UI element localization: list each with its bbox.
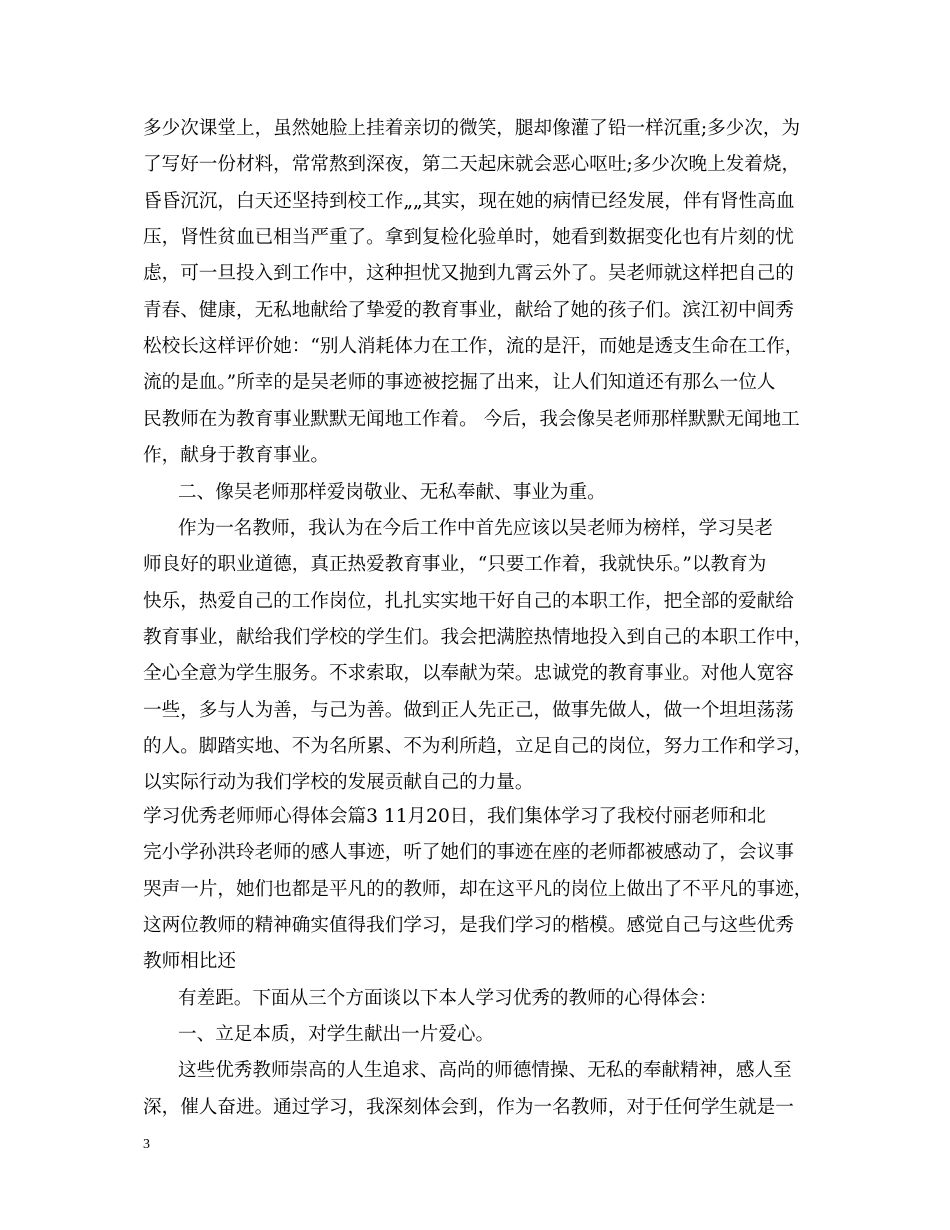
text-line: 的人。脚踏实地、不为名所累、不为利所趋，立足自己的岗位，努力工作和学习，: [143, 736, 813, 757]
text-line: 教育事业，献给我们学校的学生们。我会把满腔热情地投入到自己的本职工作中，: [143, 627, 813, 648]
text-line: 快乐，热爱自己的工作岗位，扎扎实实地干好自己的本职工作，把全部的爱献给: [143, 591, 794, 612]
text-line: 多少次课堂上，虽然她脸上挂着亲切的微笑，腿却像灌了铅一样沉重;多少次，为: [143, 118, 801, 139]
text-line: 一些，多与人为善，与己为善。做到正人先正己，做事先做人，做一个坦坦荡荡: [143, 700, 794, 721]
section-heading: 二、像吴老师那样爱岗敬业、无私奉献、事业为重。: [178, 482, 606, 503]
text-line: 压，肾性贫血已相当严重了。拿到复检化验单时，她看到数据变化也有片刻的忧: [143, 227, 794, 248]
text-line: 教师相比还: [143, 951, 236, 972]
text-line: 松校长这样评价她：“别人消耗体力在工作，流的是汗，而她是透支生命在工作，: [143, 336, 804, 357]
text-line: 完小学孙洪玲老师的感人事迹，听了她们的事迹在座的老师都被感动了，会议事: [143, 842, 794, 863]
text-line: 这两位教师的精神确实值得我们学习，是我们学习的楷模。感觉自己与这些优秀: [143, 915, 794, 936]
text-line: 哭声一片，她们也都是平凡的的教师，却在这平凡的岗位上做出了不平凡的事迹，: [143, 879, 813, 900]
text-line: 以实际行动为我们学校的发展贡献自己的力量。: [143, 772, 534, 793]
text-line: 虑，可一旦投入到工作中，这种担忧又抛到九霄云外了。吴老师就这样把自己的: [143, 263, 794, 284]
page-number: 3: [143, 1137, 150, 1152]
section-heading: 一、立足本质，对学生献出一片爱心。: [178, 1024, 495, 1045]
text-line: 民教师在为教育事业默默无闻地工作着。 今后，我会像吴老师那样默默无闻地工: [143, 409, 800, 430]
text-line: 青春、健康，无私地献给了挚爱的教育事业，献给了她的孩子们。滨江初中闾秀: [143, 300, 794, 321]
text-line: 这些优秀教师崇高的人生追求、高尚的师德情操、无私的奉献精神，感人至: [178, 1060, 792, 1081]
text-line: 昏昏沉沉，白天还坚持到校工作„„其实，现在她的病情已经发展，伴有肾性高血: [143, 191, 795, 212]
text-line: 有差距。下面从三个方面谈以下本人学习优秀的教师的心得体会：: [178, 988, 718, 1009]
article-heading-line: 学习优秀老师师心得体会篇3 11月20日，我们集体学习了我校付丽老师和北: [143, 806, 766, 827]
text-line: 作，献身于教育事业。: [143, 445, 329, 466]
text-line: 师良好的职业道德，真正热爱教育事业，“只要工作着，我就快乐。”以教育为: [143, 554, 767, 575]
text-line: 全心全意为学生服务。不求索取，以奉献为荣。忠诚党的教育事业。对他人宽容: [143, 663, 794, 684]
text-line: 了写好一份材料，常常熬到深夜，第二天起床就会恶心呕吐;多少次晚上发着烧，: [143, 154, 801, 175]
text-line: 深，催人奋进。通过学习，我深刻体会到，作为一名教师，对于任何学生就是一: [143, 1097, 794, 1118]
text-line: 流的是血。”所幸的是吴老师的事迹被挖掘了出来，让人们知道还有那么一位人: [143, 372, 776, 393]
text-line: 作为一名教师，我认为在今后工作中首先应该以吴老师为榜样，学习吴老: [178, 518, 774, 539]
